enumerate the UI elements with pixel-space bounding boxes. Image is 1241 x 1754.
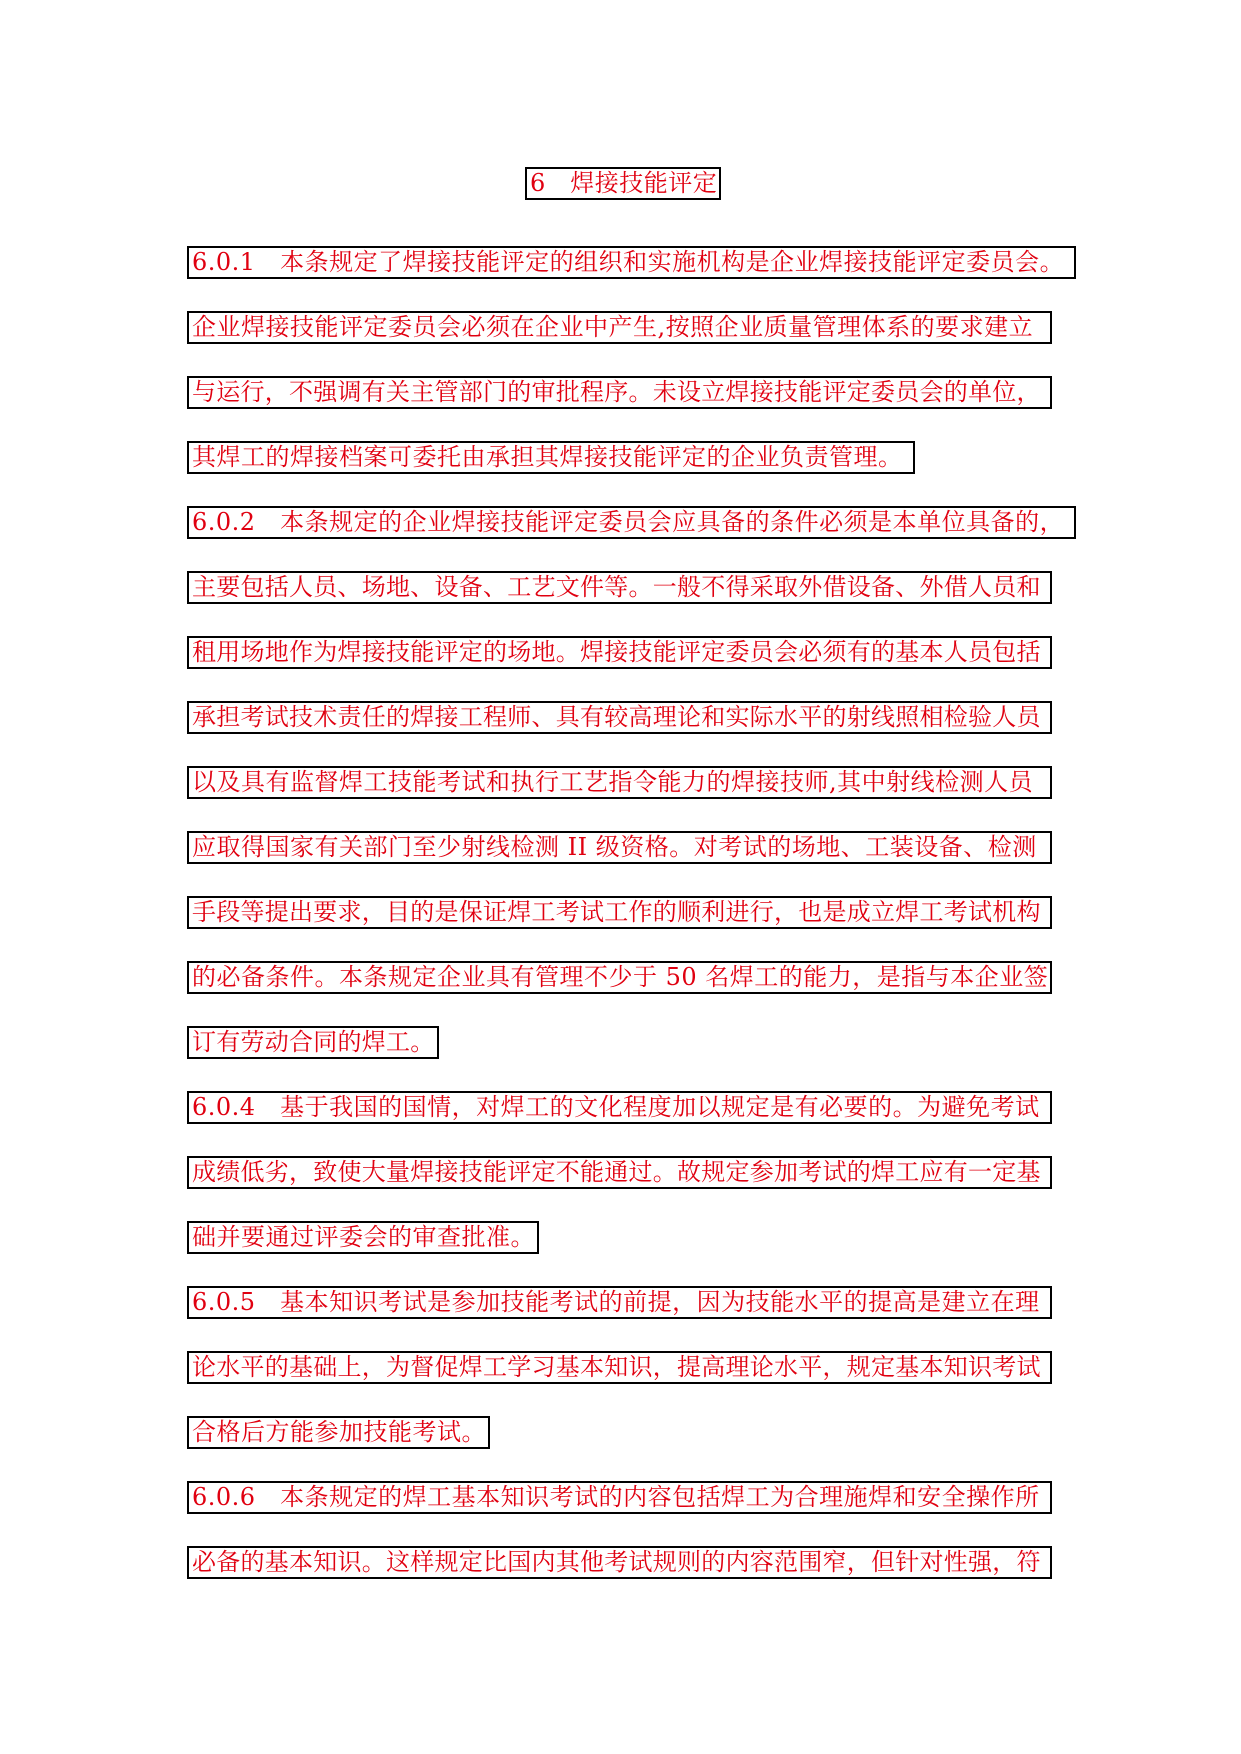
text-line: 主要包括人员、场地、设备、工艺文件等。一般不得采取外借设备、外借人员和 [187,571,1052,604]
text-line: 的必备条件。本条规定企业具有管理不少于 50 名焊工的能力，是指与本企业签 [187,961,1052,994]
text-line: 论水平的基础上，为督促焊工学习基本知识，提高理论水平，规定基本知识考试 [187,1351,1052,1384]
text-line: 应取得国家有关部门至少射线检测 II 级资格。对考试的场地、工装设备、检测 [187,831,1052,864]
text-line-6-0-5: 6.0.5 基本知识考试是参加技能考试的前提，因为技能水平的提高是建立在理 [187,1286,1052,1319]
text-line: 其焊工的焊接档案可委托由承担其焊接技能评定的企业负责管理。 [187,441,915,474]
text-line: 订有劳动合同的焊工。 [187,1026,439,1059]
text-line-6-0-2: 6.0.2 本条规定的企业焊接技能评定委员会应具备的条件必须是本单位具备的， [187,506,1076,539]
text-line: 必备的基本知识。这样规定比国内其他考试规则的内容范围窄，但针对性强，符 [187,1546,1052,1579]
text-line: 企业焊接技能评定委员会必须在企业中产生,按照企业质量管理体系的要求建立 [187,311,1052,344]
text-line: 础并要通过评委会的审查批准。 [187,1221,539,1254]
text-line: 以及具有监督焊工技能考试和执行工艺指令能力的焊接技师,其中射线检测人员 [187,766,1052,799]
text-line: 手段等提出要求，目的是保证焊工考试工作的顺利进行，也是成立焊工考试机构 [187,896,1052,929]
text-line-6-0-6: 6.0.6 本条规定的焊工基本知识考试的内容包括焊工为合理施焊和安全操作所 [187,1481,1052,1514]
text-line-6-0-1: 6.0.1 本条规定了焊接技能评定的组织和实施机构是企业焊接技能评定委员会。 [187,246,1076,279]
text-line-6-0-4: 6.0.4 基于我国的国情，对焊工的文化程度加以规定是有必要的。为避免考试 [187,1091,1052,1124]
section-heading: 6 焊接技能评定 [525,167,721,200]
text-line: 与运行，不强调有关主管部门的审批程序。未设立焊接技能评定委员会的单位， [187,376,1052,409]
text-line: 合格后方能参加技能考试。 [187,1416,490,1449]
text-line: 成绩低劣，致使大量焊接技能评定不能通过。故规定参加考试的焊工应有一定基 [187,1156,1052,1189]
text-line: 承担考试技术责任的焊接工程师、具有较高理论和实际水平的射线照相检验人员 [187,701,1052,734]
text-line: 租用场地作为焊接技能评定的场地。焊接技能评定委员会必须有的基本人员包括 [187,636,1052,669]
